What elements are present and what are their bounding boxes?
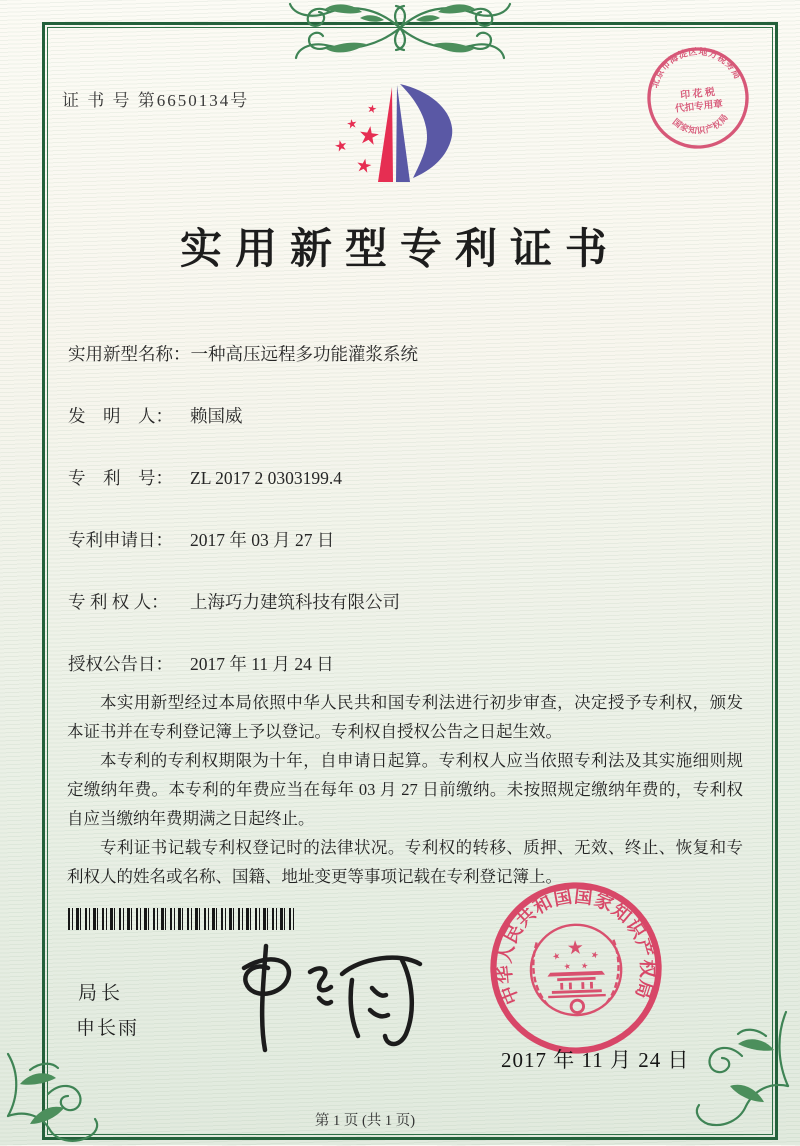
barcode bbox=[68, 908, 294, 930]
field-label: 专利申请日： bbox=[68, 530, 173, 550]
field-label: 实用新型名称： bbox=[68, 344, 191, 364]
logo-blue-p-bowl bbox=[400, 84, 452, 178]
tax-stamp-arc-top-text: 北京市海淀区地方税务局 bbox=[649, 46, 744, 89]
svg-text:国家知识产权局 bbox=[670, 110, 732, 138]
director-signature-handwriting bbox=[200, 938, 450, 1053]
logo-blue-stripe bbox=[396, 85, 410, 182]
cnipa-logo bbox=[330, 82, 462, 187]
field-label: 发 明 人： bbox=[68, 406, 173, 426]
seal-arc-text: 中华人民共和国国家知识产权局 bbox=[494, 886, 658, 1008]
field-patentee bbox=[68, 589, 400, 614]
page-number-footer: 第 1 页 (共 1 页) bbox=[314, 1113, 416, 1129]
bottom-left-flourish-ornament bbox=[0, 1050, 112, 1146]
legal-paragraph-1: 本实用新型经过本局依照中华人民共和国专利法进行初步审查，决定授予专利权，颁发本证书并在专利登记簿上予以登记。专利权自授权公告之日起生效。 bbox=[67, 693, 743, 741]
issue-date: 2017 年 11 月 24 日 bbox=[501, 1048, 690, 1072]
field-value: 一种高压远程多功能灌浆系统 bbox=[190, 344, 418, 364]
field-grant-publication-date bbox=[68, 651, 334, 676]
certificate-title: 实用新型专利证书 bbox=[179, 227, 620, 273]
tax-stamp-center-line2: 代扣专用章 bbox=[674, 98, 724, 115]
field-label: 授权公告日： bbox=[68, 654, 173, 674]
cnipa-official-seal bbox=[477, 869, 676, 1068]
legal-paragraph-2: 本专利的专利权期限为十年，自申请日起算。专利权人应当依照专利法及其实施细则规定缴纳年费。本专利的年费应当在每年 03 月 27 日前缴纳。未按照规定缴纳年费的，专利权自应当缴纳年费期满之日起终止。 bbox=[67, 751, 743, 828]
signer-title: 局长 bbox=[78, 983, 125, 1004]
field-inventor bbox=[68, 403, 243, 428]
svg-text:北京市海淀区地方税务局 bbox=[645, 41, 744, 90]
field-utility-model-name bbox=[68, 341, 418, 366]
field-patent-number bbox=[68, 465, 342, 490]
signer-name: 申长雨 bbox=[76, 1018, 140, 1039]
logo-red-spike bbox=[378, 87, 393, 182]
tax-stamp-seal bbox=[640, 40, 756, 156]
field-value: 2017 年 03 月 27 日 bbox=[190, 530, 335, 550]
field-label: 专 利 号： bbox=[68, 468, 173, 488]
field-filing-date bbox=[68, 527, 334, 552]
tax-stamp-arc-bottom-text: 国家知识产权局 bbox=[670, 111, 731, 136]
certificate-number: 证 书 号 第6650134号 bbox=[62, 91, 250, 110]
national-emblem bbox=[529, 923, 622, 1016]
legal-text-block bbox=[67, 688, 743, 891]
field-value: ZL 2017 2 0303199.4 bbox=[190, 468, 342, 488]
field-label: 专 利 权 人： bbox=[68, 592, 169, 612]
legal-paragraph-3: 专利证书记载专利权登记时的法律状况。专利权的转移、质押、无效、终止、恢复和专利权人的姓名或名称、国籍、地址变更等事项记载在专利登记簿上。 bbox=[67, 838, 743, 886]
tax-stamp-center-line1: 印 花 税 bbox=[679, 86, 716, 102]
field-value: 2017 年 11 月 24 日 bbox=[190, 654, 334, 674]
field-value: 赖国威 bbox=[190, 406, 243, 426]
top-flourish-ornament bbox=[262, 0, 538, 60]
field-value: 上海巧力建筑科技有限公司 bbox=[190, 592, 400, 612]
